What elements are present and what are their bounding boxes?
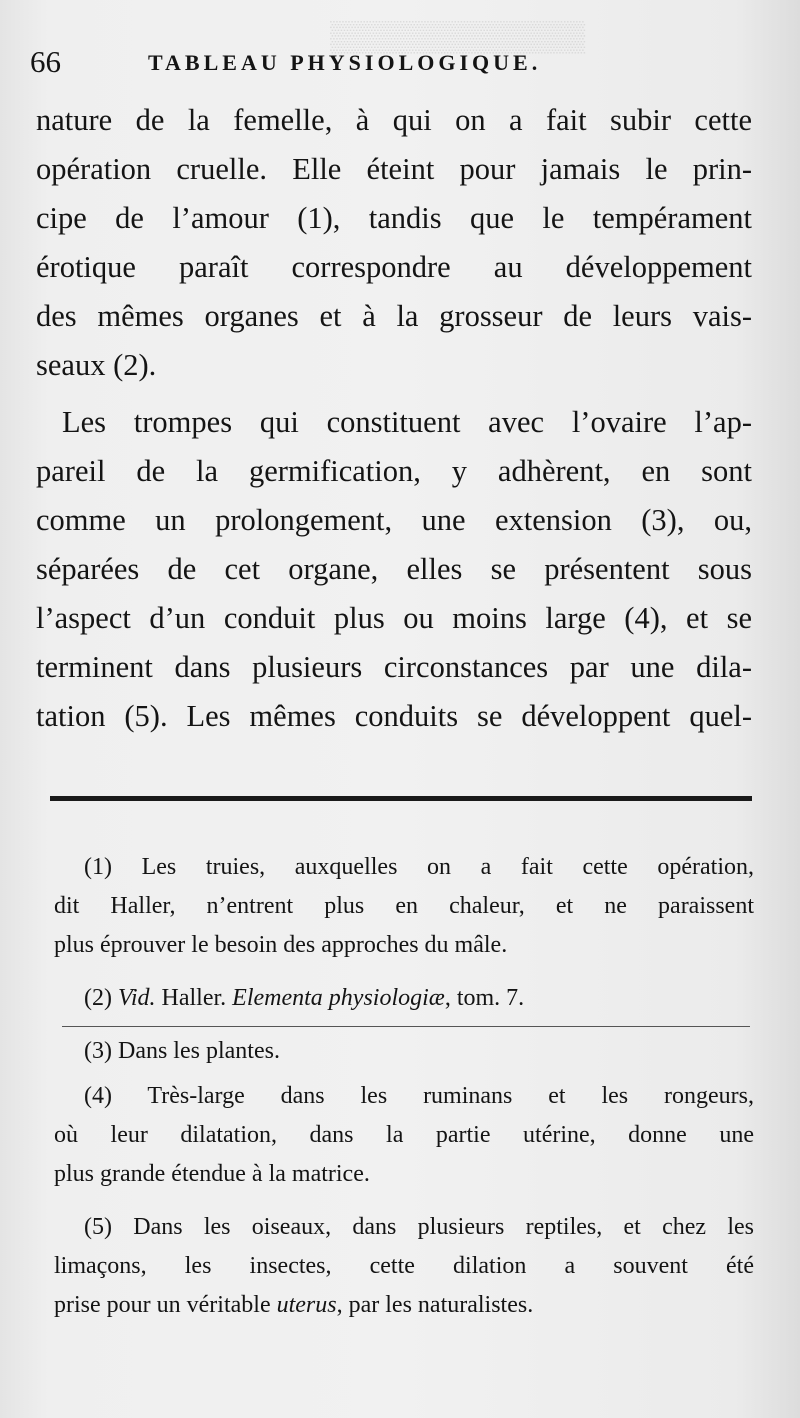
footnote-line: (5) Dans les oiseaux, dans plusieurs reptiles, et chez les [84, 1214, 754, 1240]
footnote-line: (1) Les truies, auxquelles on a fait cette opération, [84, 854, 754, 880]
footnote-1 [54, 848, 754, 965]
footnote-text: , par les naturalistes. [336, 1292, 534, 1318]
running-title: TABLEAU PHYSIOLOGIQUE. [148, 50, 542, 75]
text-line: nature de la femelle, à qui on a fait subir cette [36, 103, 752, 137]
text-line: l’aspect d’un conduit plus ou moins large (4), et se [36, 601, 752, 635]
footnote-volume: , tom. 7. [444, 985, 525, 1011]
show-through-decoration: ▒▒▒▒▒▒▒▒▒▒▒▒ [330, 20, 586, 53]
footnote-line: (4) Très-large dans les ruminans et les rongeurs, [84, 1083, 754, 1109]
footnote-italic-term: uterus [276, 1292, 337, 1318]
footnote-line [54, 979, 754, 1018]
text-line: séparées de cet organe, elles se présentent sous [36, 552, 752, 586]
footnote-3 [54, 1032, 754, 1071]
footnote-marker: (2) [84, 985, 112, 1011]
text-line: pareil de la germification, y adhèrent, en sont [36, 454, 752, 488]
page-header [30, 44, 750, 84]
text-line: terminent dans plusieurs circonstances par une dila- [36, 650, 752, 684]
footnote-line: (3) Dans les plantes. [84, 1038, 280, 1064]
footnotes [54, 848, 754, 1325]
footnote-line: où leur dilatation, dans la partie utérine, donne une [54, 1122, 754, 1148]
text-line: tation (5). Les mêmes conduits se développent quel- [36, 699, 752, 733]
footnote-vid: Vid. [117, 985, 156, 1011]
footnote-line: plus éprouver le besoin des approches du mâle. [54, 932, 508, 958]
footnote-2 [54, 979, 754, 1018]
footnote-line: dit Haller, n’entrent plus en chaleur, et ne paraissent [54, 893, 754, 919]
footnote-4 [54, 1077, 754, 1194]
page-number: 66 [30, 44, 61, 79]
footnote-5 [54, 1208, 754, 1325]
text-line: comme un prolongement, une extension (3), ou, [36, 503, 752, 537]
footnote-line: plus grande étendue à la matrice. [54, 1161, 370, 1187]
footnote-author: Haller. [161, 985, 227, 1011]
text-line: Les trompes qui constituent avec l’ovaire l’ap- [62, 405, 752, 439]
text-line: des mêmes organes et à la grosseur de leurs vais- [36, 299, 752, 333]
footnote-line: limaçons, les insectes, cette dilation a souvent été [54, 1253, 754, 1279]
footnote-divider [50, 796, 752, 801]
footnote-work-title: Elementa physiologiæ [232, 985, 445, 1011]
text-line: érotique paraît correspondre au développement [36, 250, 752, 284]
footnote-line [54, 1286, 754, 1325]
text-line: cipe de l’amour (1), tandis que le tempérament [36, 201, 752, 235]
footnote-text: prise pour un véritable [54, 1292, 271, 1318]
footnote-2-underline [62, 1026, 750, 1027]
text-line: opération cruelle. Elle éteint pour jamais le prin- [36, 152, 752, 186]
main-text [36, 96, 752, 741]
text-line: seaux (2). [36, 348, 157, 382]
